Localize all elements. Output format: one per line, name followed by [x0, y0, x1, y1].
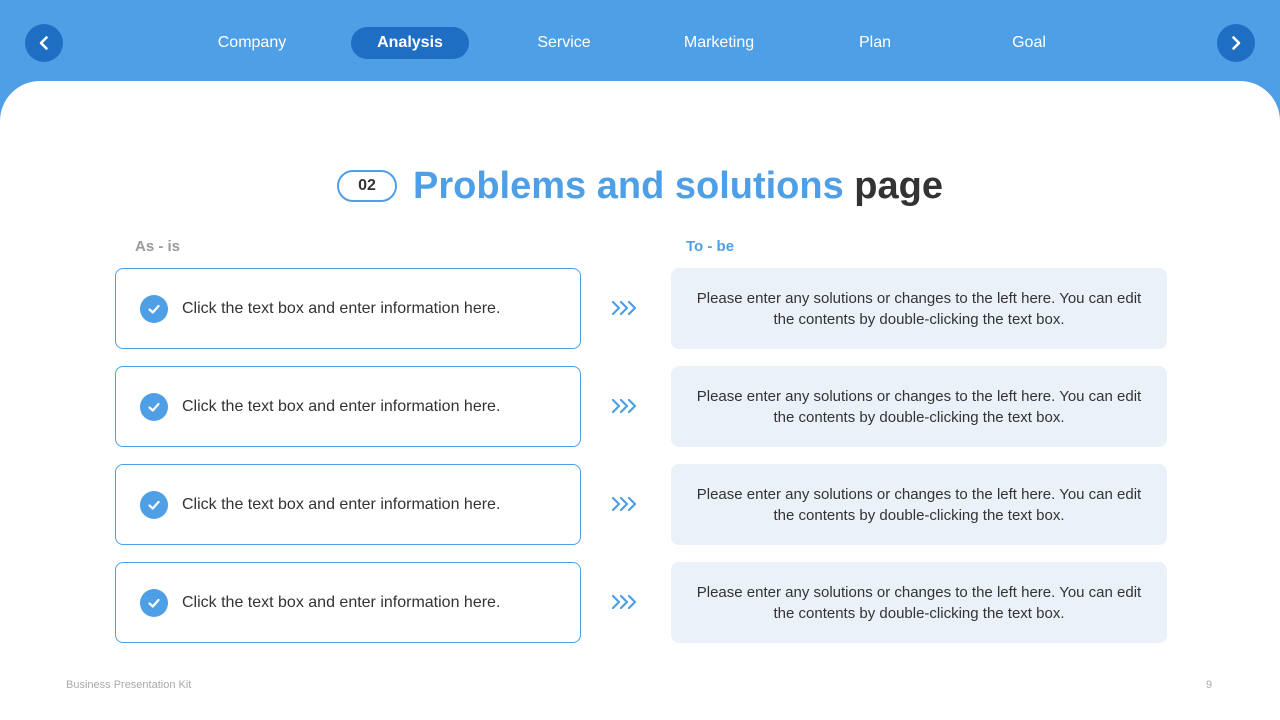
top-navigation-bar — [0, 0, 1280, 90]
as-is-text: Click the text box and enter information here. — [182, 495, 501, 513]
as-is-textbox[interactable] — [115, 562, 581, 643]
page-number: 9 — [1206, 679, 1213, 691]
check-circle-icon — [140, 295, 168, 323]
triple-chevron-right-icon — [610, 592, 640, 612]
chevron-right-icon — [1228, 35, 1244, 51]
to-be-textbox[interactable]: Please enter any solutions or changes to the left here. You can edit the contents by double-clicking the text box. — [671, 464, 1167, 545]
check-circle-icon — [140, 491, 168, 519]
as-is-label: As - is — [135, 238, 181, 255]
footer-brand: Business Presentation Kit — [66, 679, 192, 691]
next-slide-button[interactable] — [1217, 24, 1255, 62]
page-title-text — [413, 165, 943, 208]
as-is-text: Click the text box and enter information here. — [182, 299, 501, 317]
to-be-textbox[interactable]: Please enter any solutions or changes to the left here. You can edit the contents by double-clicking the text box. — [671, 366, 1167, 447]
tab-goal[interactable]: Goal — [1012, 34, 1046, 51]
as-is-text: Click the text box and enter information here. — [182, 397, 501, 415]
as-is-textbox[interactable] — [115, 268, 581, 349]
tab-plan[interactable]: Plan — [858, 34, 892, 51]
tab-service[interactable]: Service — [537, 34, 591, 51]
tab-marketing[interactable]: Marketing — [683, 34, 755, 51]
to-be-label: To - be — [686, 238, 735, 255]
section-number-badge: 02 — [337, 170, 397, 202]
check-circle-icon — [140, 393, 168, 421]
check-circle-icon — [140, 589, 168, 617]
triple-chevron-right-icon — [610, 298, 640, 318]
tab-analysis[interactable]: Analysis — [351, 27, 469, 59]
to-be-textbox[interactable]: Please enter any solutions or changes to the left here. You can edit the contents by double-clicking the text box. — [671, 268, 1167, 349]
to-be-textbox[interactable]: Please enter any solutions or changes to the left here. You can edit the contents by double-clicking the text box. — [671, 562, 1167, 643]
as-is-textbox[interactable] — [115, 366, 581, 447]
page-title — [0, 160, 1280, 212]
section-tabs — [0, 27, 1280, 59]
triple-chevron-right-icon — [610, 396, 640, 416]
as-is-text: Click the text box and enter information here. — [182, 593, 501, 611]
as-is-textbox[interactable] — [115, 464, 581, 545]
title-highlight: Problems and solutions — [413, 164, 844, 207]
tab-company[interactable]: Company — [217, 34, 287, 51]
triple-chevron-right-icon — [610, 494, 640, 514]
title-rest: page — [854, 164, 943, 207]
